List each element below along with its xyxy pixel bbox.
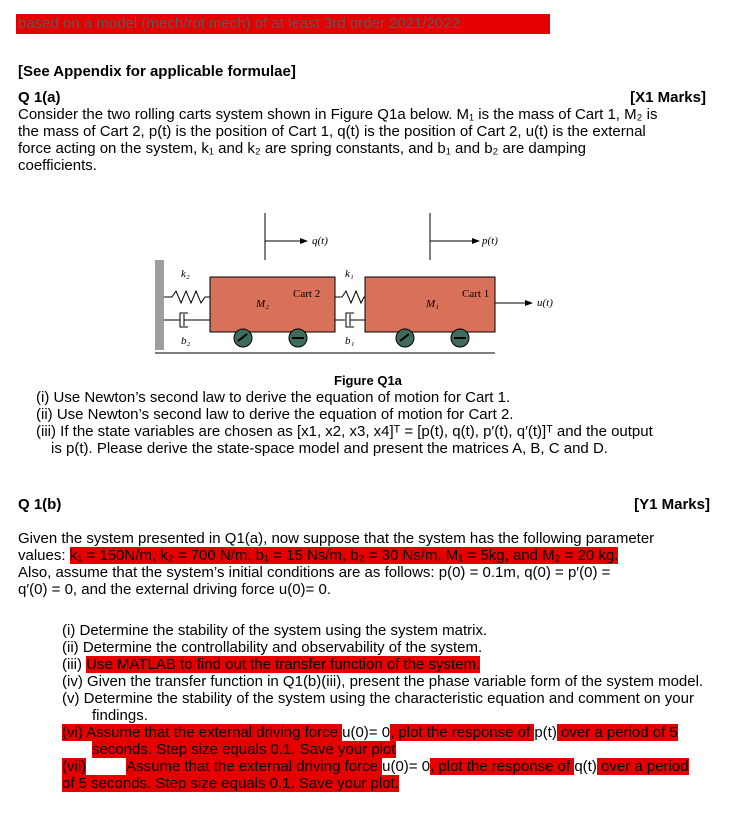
q1b-item-vi-part: u(0)= 0: [342, 724, 391, 741]
wall: [155, 260, 164, 350]
q1b-item-i: (i) Determine the stability of the system using the system matrix.: [62, 622, 488, 639]
q1a-intro: [18, 106, 718, 174]
k1-label: k₁: [345, 268, 354, 280]
q1b-item-vii-part: u(0)= 0: [382, 758, 431, 775]
q1a-intro-line: the mass of Cart 2, p(t) is the position of Cart 1, q(t) is the position of Cart 2, u(t) is the external: [18, 123, 646, 140]
parameter-values-highlight: k₁ = 150N/m, k₂ = 700 N/m, b₁ = 15 Ns/m, b₂ = 30 Ns/m, M₁ = 5kg, and M₂ = 20 kg.: [69, 547, 619, 564]
q1b-item-v: (v) Determine the stability of the system using the characteristic equation and comment on your: [62, 690, 694, 707]
spring-k2: [164, 291, 210, 303]
q1a-title: Q 1(a): [18, 89, 61, 106]
cart2-label: Cart 2: [293, 288, 321, 300]
q1b-item-iii-highlight: Use MATLAB to find out the transfer function of the system.: [86, 656, 481, 673]
q1b-para-line1: Given the system presented in Q1(a), now suppose that the system has the following parameter: [18, 530, 655, 547]
spring-k1: [335, 291, 365, 303]
values-prefix: values:: [18, 547, 70, 564]
q1b-item-vii-part: over a period: [596, 758, 689, 775]
q1b-marks: [Y1 Marks]: [634, 496, 710, 513]
q1b-para-line4: q′(0) = 0, and the external driving force u(0)= 0.: [18, 581, 331, 598]
q1b-item-vii-cont-text: of 5 seconds. Step size equals 0.1. Save your plot.: [62, 775, 399, 792]
q1a-item-iii: (iii) If the state variables are chosen as [x1, x2, x3, x4]ᵀ = [p(t), q(t), p′(t), q′(t)]ᵀ and the output: [36, 423, 653, 440]
u-arrow-head: [525, 300, 533, 306]
q1b-item-iii-num: (iii): [62, 656, 87, 673]
q1b-item-vii: [62, 758, 732, 775]
header-banner: [16, 14, 550, 34]
damper-b2: [164, 313, 210, 327]
u-arrow-label: u(t): [537, 297, 553, 309]
appendix-note: [See Appendix for applicable formulae]: [18, 63, 296, 80]
q1b-header: [18, 496, 710, 513]
b2-label: b₂: [181, 335, 191, 347]
p-arrow-label: p(t): [482, 235, 498, 247]
q1b-item-vii-part: Assume that the external driving force: [126, 758, 383, 775]
q1b-item-vi-part: (vi) Assume that the external driving force: [62, 724, 343, 741]
q1a-marks: [X1 Marks]: [630, 89, 706, 106]
q1b-para-line3: Also, assume that the system’s initial conditions are as follows: p(0) = 0.1m, q(0) = p′(0) =: [18, 564, 611, 581]
p-arrow-head: [472, 238, 480, 244]
q1b-title: Q 1(b): [18, 496, 62, 513]
k2-label: k₂: [181, 268, 190, 280]
q1b-item-vii-num: (vii): [62, 758, 87, 775]
q1a-item-iii-cont: is p(t). Please derive the state-space model and present the matrices A, B, C and D.: [51, 440, 608, 457]
q1a-item-i: (i) Use Newton’s second law to derive the equation of motion for Cart 1.: [36, 389, 511, 406]
q1b-item-vi-part: , plot the response of: [390, 724, 535, 741]
mass2-label: M₂: [256, 298, 269, 310]
header-banner-text: based on a model (mech/rot mech) of at least 3rd order 2021/2022: [18, 15, 460, 32]
q1b-item-vi-part: over a period of 5: [556, 724, 678, 741]
q1b-item-vi-part: p(t): [534, 724, 557, 741]
cart2-body: [210, 277, 335, 332]
q-arrow-label: q(t): [312, 235, 328, 247]
damper-b1: [335, 313, 365, 327]
q-arrow-head: [300, 238, 308, 244]
q1a-items: [36, 389, 726, 457]
q1b-item-iii: [62, 656, 732, 673]
q1b-item-ii: (ii) Determine the controllability and observability of the system.: [62, 639, 483, 656]
figure-q1a: [150, 205, 600, 355]
q1b-item-v-cont: findings.: [92, 707, 148, 724]
mass1-label: M₁: [426, 298, 439, 310]
q1a-intro-line: coefficients.: [18, 157, 97, 174]
q1a-header: [18, 89, 706, 106]
cart1-label: Cart 1: [462, 288, 490, 300]
q1b-para-line2: [18, 547, 718, 564]
q1b-item-vii-part: q(t): [574, 758, 597, 775]
b1-label: b₁: [345, 335, 355, 347]
figure-caption: Figure Q1a: [334, 373, 402, 388]
q1b-item-iv: (iv) Given the transfer function in Q1(b)(iii), present the phase variable form of the system model.: [62, 673, 704, 690]
q1b-item-vi-cont-text: seconds. Step size equals 0.1. Save your plot: [92, 741, 396, 758]
q1b-item-vi: [62, 724, 732, 741]
q1b-items: [62, 622, 732, 792]
q1a-intro-line: force acting on the system, k₁ and k₂ are spring constants, and b₁ and b₂ are damping: [18, 140, 586, 157]
q1a-item-ii: (ii) Use Newton’s second law to derive the equation of motion for Cart 2.: [36, 406, 514, 423]
q1b-paragraph: [18, 530, 718, 598]
q1a-intro-line: Consider the two rolling carts system shown in Figure Q1a below. M₁ is the mass of Cart 1, M₂ is: [18, 106, 658, 123]
q1b-item-vii-cont: [62, 775, 732, 792]
q1b-item-vii-part: , plot the response of: [430, 758, 575, 775]
q1b-item-vi-cont: [62, 741, 732, 758]
